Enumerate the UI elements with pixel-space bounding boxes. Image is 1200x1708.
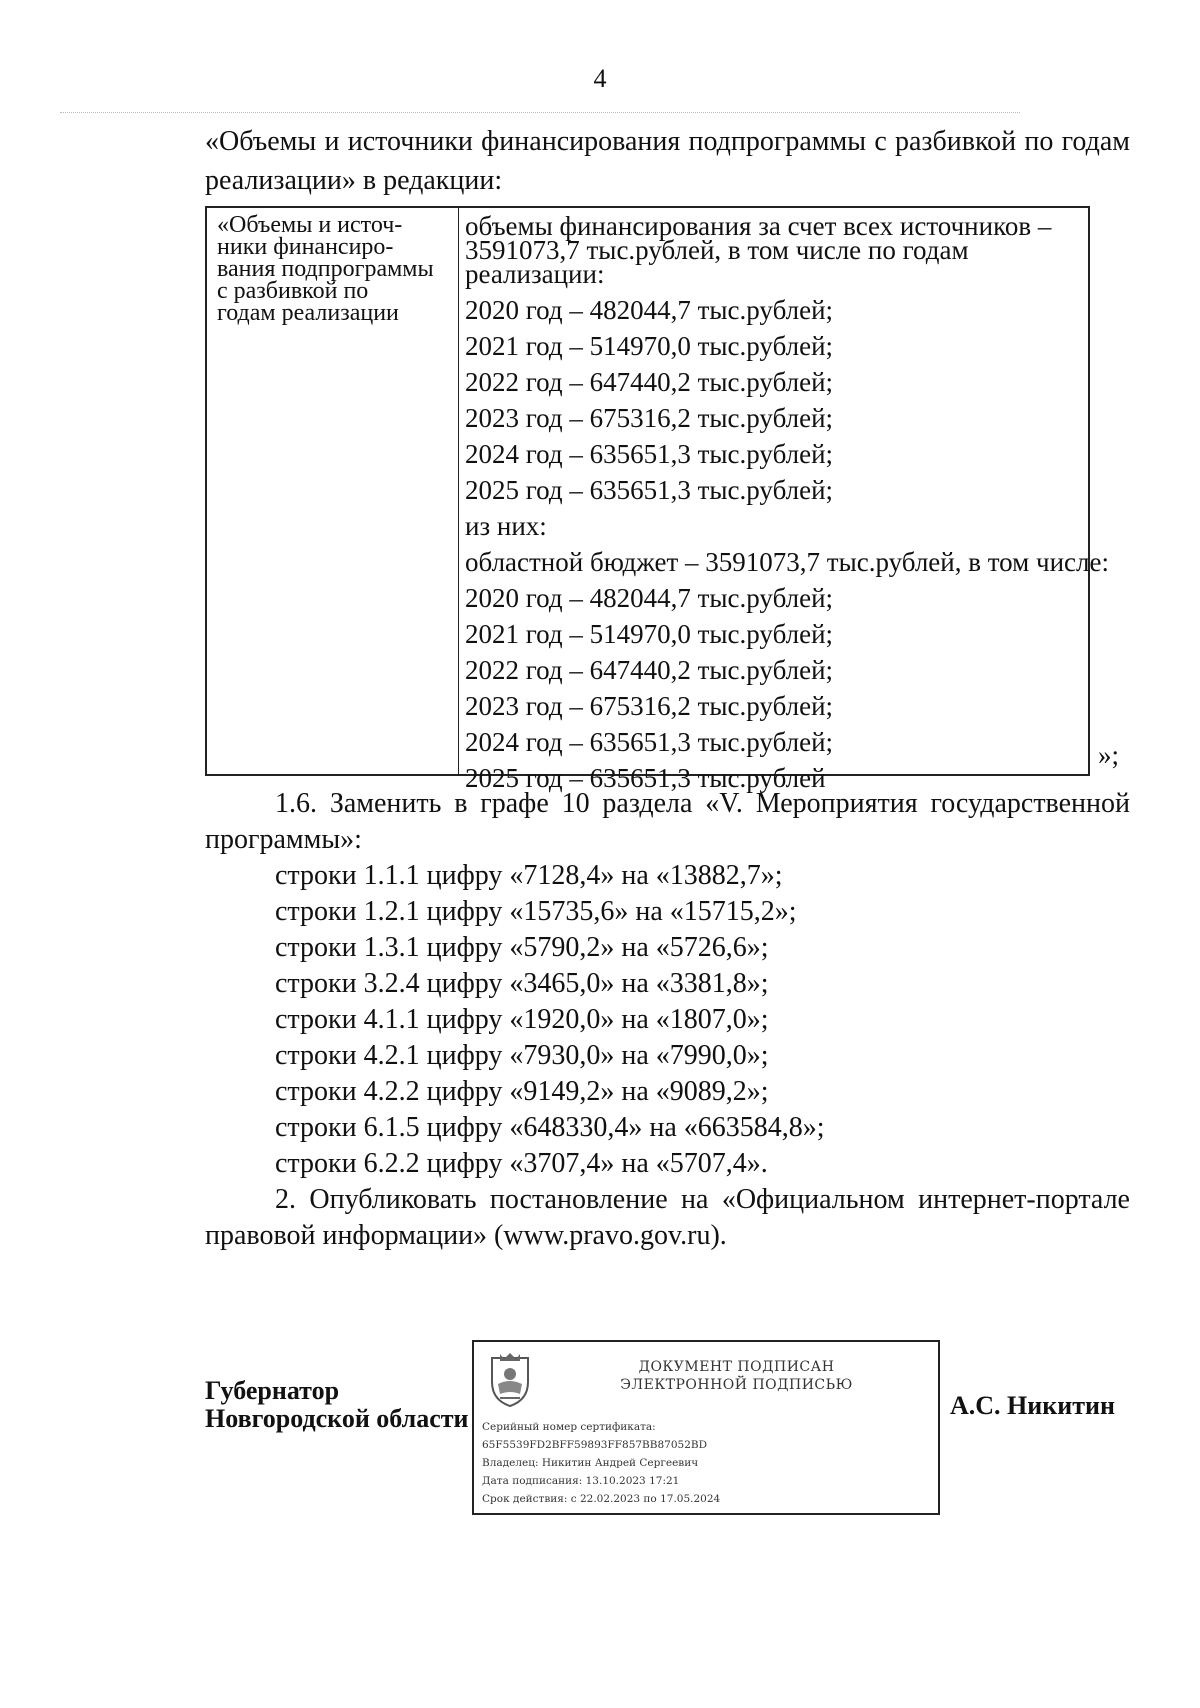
governor-title-line-2: Новгородской области <box>205 1404 469 1433</box>
coat-of-arms-icon <box>486 1352 534 1408</box>
funding-line: 2022 год – 647440,2 тыс.рублей; <box>465 367 834 397</box>
closing-quote: »; <box>1098 740 1120 770</box>
electronic-signature-stamp <box>472 1340 940 1515</box>
header-line: объемы финансирования за счет всех источников – <box>465 211 1052 241</box>
stamp-header-line-2: ЭЛЕКТРОННОЙ ПОДПИСЬЮ <box>620 1377 853 1393</box>
stamp-header <box>544 1358 929 1394</box>
section-1-6-paragraph: 1.6. Заменить в графе 10 раздела «V. Мероприятия государственной программы»: <box>205 788 1130 855</box>
amendment-line: строки 1.2.1 цифру «15735,6» на «15715,2»; <box>275 896 797 927</box>
funding-line: 2024 год – 635651,3 тыс.рублей; <box>465 727 834 757</box>
amendment-line: строки 1.3.1 цифру «5790,2» на «5726,6»; <box>275 932 769 963</box>
left-cell-line: ники финансиро- <box>217 234 394 260</box>
amendment-line: строки 6.2.2 цифру «3707,4» на «5707,4». <box>275 1148 768 1179</box>
funding-line: 2025 год – 635651,3 тыс.рублей <box>465 763 826 793</box>
financing-table <box>205 206 1109 793</box>
funding-line: 2023 год – 675316,2 тыс.рублей; <box>465 403 834 433</box>
cert-number: 65F5539FD2BFF59893FF857BB87052BD <box>482 1439 708 1451</box>
funding-line: 2021 год – 514970,0 тыс.рублей; <box>465 331 834 361</box>
intro-line-2: реализации» в редакции: <box>205 165 503 196</box>
intro-line-1: «Объемы и источники финансирования подпрограммы с разбивкой по годам <box>205 126 1130 157</box>
funding-line: 2021 год – 514970,0 тыс.рублей; <box>465 619 834 649</box>
funding-line: 2020 год – 482044,7 тыс.рублей; <box>465 295 834 325</box>
funding-line: 2022 год – 647440,2 тыс.рублей; <box>465 655 834 685</box>
signed-date: Дата подписания: 13.10.2023 17:21 <box>482 1475 680 1487</box>
cert-owner: Владелец: Никитин Андрей Сергеевич <box>482 1457 699 1469</box>
funding-line: 2024 год – 635651,3 тыс.рублей; <box>465 439 834 469</box>
table-right-cell <box>465 211 1109 796</box>
cert-label: Серийный номер сертификата: <box>482 1421 656 1433</box>
funding-line: 2025 год – 635651,3 тыс.рублей; <box>465 475 834 505</box>
amendment-line: строки 1.1.1 цифру «7128,4» на «13882,7»; <box>275 860 783 891</box>
header-line: 3591073,7 тыс.рублей, в том числе по годам реализации: <box>465 235 969 289</box>
cert-validity: Срок действия: с 22.02.2023 по 17.05.2024 <box>482 1493 721 1505</box>
table-column-divider <box>458 208 459 774</box>
funding-line: 2023 год – 675316,2 тыс.рублей; <box>465 691 834 721</box>
stamp-details <box>482 1418 720 1508</box>
amendment-line: строки 3.2.4 цифру «3465,0» на «3381,8»; <box>275 968 769 999</box>
body-text <box>205 786 1130 1254</box>
funding-line: 2020 год – 482044,7 тыс.рублей; <box>465 583 834 613</box>
page-number: 4 <box>593 64 607 93</box>
right-cell-header <box>465 211 1090 289</box>
amendment-line: строки 4.1.1 цифру «1920,0» на «1807,0»; <box>275 1004 769 1035</box>
left-cell-line: годам реализации <box>217 300 399 326</box>
amendment-line: строки 4.2.2 цифру «9149,2» на «9089,2»; <box>275 1076 769 1107</box>
funding-line: областной бюджет – 3591073,7 тыс.рублей, в том числе: <box>465 547 1109 577</box>
left-cell-line: «Объемы и источ- <box>217 212 403 238</box>
left-cell-line: вания подпрограммы <box>217 256 434 282</box>
signer-name: А.С. Никитин <box>950 1391 1115 1420</box>
scan-artifact-line <box>60 112 1020 113</box>
governor-title-line-1: Губернатор <box>205 1376 340 1405</box>
signature-block <box>0 1340 1200 1530</box>
intro-paragraph <box>205 122 1130 200</box>
stamp-header-line-1: ДОКУМЕНТ ПОДПИСАН <box>638 1359 835 1375</box>
table-left-cell <box>217 214 457 324</box>
left-cell-line: с разбивкой по <box>217 278 369 304</box>
section-2-paragraph: 2. Опубликовать постановление на «Официальном интернет-портале правовой информации» (www.pravo.gov.ru). <box>205 1184 1130 1251</box>
funding-line: из них: <box>465 511 547 541</box>
governor-title <box>205 1377 469 1433</box>
amendment-line: строки 4.2.1 цифру «7930,0» на «7990,0»; <box>275 1040 769 1071</box>
amendment-line: строки 6.1.5 цифру «648330,4» на «663584,8»; <box>275 1112 825 1143</box>
